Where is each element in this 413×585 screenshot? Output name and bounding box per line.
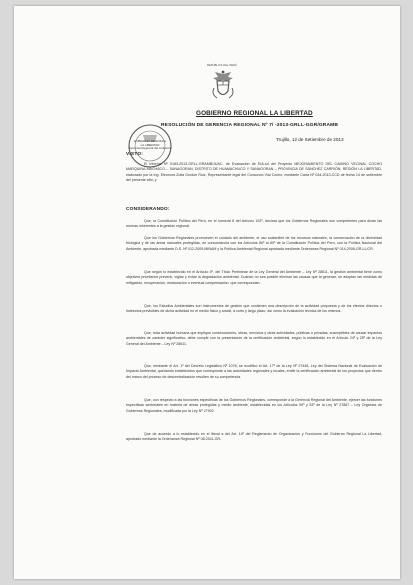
- paragraph-1: Que, la Constitución Política del Perú, en el numeral 8 del Artículo 192º, declara que los Gobiernos Regionales son competentes para dictar las normas inherentes a la gestión regional.: [126, 219, 382, 229]
- visto-heading: VISTO:: [126, 152, 144, 157]
- place-and-date: Trujillo, 12 de Setiembre de 2013: [276, 137, 344, 142]
- seal-line-2: LA LIBERTAD: [140, 142, 160, 147]
- considerando-heading: CONSIDERANDO:: [126, 207, 170, 212]
- paragraph-2: Que los Gobiernos Regionales promueven el cuidado del ambiente, el uso sostenible de los recursos naturales, la conservación de la diversidad biológica y de las áreas naturales protegidas, en concordancia con los Artículos 66º al 69º de la Constitución Política del Perú, con la Política Nacional del Ambiente, aprobada mediante D.S. Nº 012-2009-MINAM y la Política Ambiental Regional aprobada mediante Ordenanza Regional Nº 014-2008-GR-LL/CR.: [126, 236, 382, 251]
- paragraph-3: Que según lo establecido en el Artículo 4º, del Título Preliminar de la Ley General del Ambiente – Ley Nº 28611, la gestión ambiental tiene como objetivos prioritarios prevenir, vigilar y evitar la degradación ambiental. Cuando no sea posible eliminar las causas que la generan, se adoptan las medidas de mitigación, recuperación, restauración o eventual compensación, que correspondan.: [126, 270, 382, 285]
- seal-text: [126, 140, 174, 151]
- seal-line-1: GOBIERNO REGIONAL: [133, 139, 167, 143]
- resolution-number: RESOLUCIÓN DE GERENCIA REGIONAL Nº 7/ -2013-GRLL-GGR/GRAMB: [161, 123, 339, 128]
- paragraph-8: Que de acuerdo a lo establecido en el literal a del Art. 14º del Reglamento de Organización y Funciones del Gobierno Regional La Libertad, aprobado mediante la Ordenanza Regional Nº 08-2011-GR-: [126, 432, 382, 442]
- crest-caption: REPÚBLICA DEL PERÚ: [207, 64, 237, 67]
- government-title: GOBIERNO REGIONAL LA LIBERTAD: [196, 110, 313, 117]
- paragraph-visto: El Informe Nº 0183-2013-GRLL-GRAMB/JUAC, de Evaluación de EIA-sd del Proyecto MEJORAMIENTO DEL CAMINO VECINAL COCHO MARQUINA-MACHACO – SANAGORAN, DISTRITO DE HUAMACHUCO Y SANAGORAN – PROVINCIA DE SÁNCHEZ CARRIÓN, REGIÓN LA LIBERTAD, elaborado por la Ing. Eleonora Zoila Gordón Ruiz, Representante legal del Consorcio Vial Cocho, mediante Carta Nº 034-2013-CCD de fecha 14 de setiembre del presente año; y: [126, 162, 382, 183]
- document-page: [14, 6, 400, 579]
- paragraph-6: Que, mediante el Art. 1º del Decreto Legislativo Nº 1078, se modificó el Art. 17º de la Ley Nº 27446, Ley del Sistema Nacional de Evaluación de Impacto Ambiental, quedando establecidos que corresponde a las autoridades regionales y locales, emitir la certificación ambiental de los proyectos que dentro del marco del proceso de descentralización resulten de su competencia.: [126, 364, 382, 379]
- seal-line-3: Gerencia Regional del Ambiente: [128, 146, 172, 151]
- paragraph-5: Que, toda actividad humana que implique construcciones, obras, servicios y otras actividades, públicas o privadas, susceptibles de causar impactos ambientales de carácter significativo, debe cumplir con la presentación de la certificación ambiental, según lo establecido en el Artículo 24º y 25º de la Ley General del Ambiente – Ley Nº 28611.: [126, 331, 382, 346]
- national-crest-icon: [206, 68, 240, 102]
- paragraph-4: Que, los Estudios Ambientales son instrumentos de gestión que contienen una descripción de la actividad propuesta y de los efectos directos o indirectos previsibles de dicha actividad en el medio físico y social, a corto y largo plazo, así como la evaluación técnica de los mismos.: [126, 304, 382, 314]
- paragraph-7: Que, con respecto a las funciones específicas de los Gobiernos Regionales, corresponde a la Gerencia Regional del Ambiente, ejercer las funciones específicas sectoriales en materia de áreas protegidas y medio ambiente, establecidas en los Artículos 50º y 53º de la Ley Nº 27867 – Ley Orgánica de Gobiernos Regionales, modificada por la Ley Nº 27902.: [126, 398, 382, 413]
